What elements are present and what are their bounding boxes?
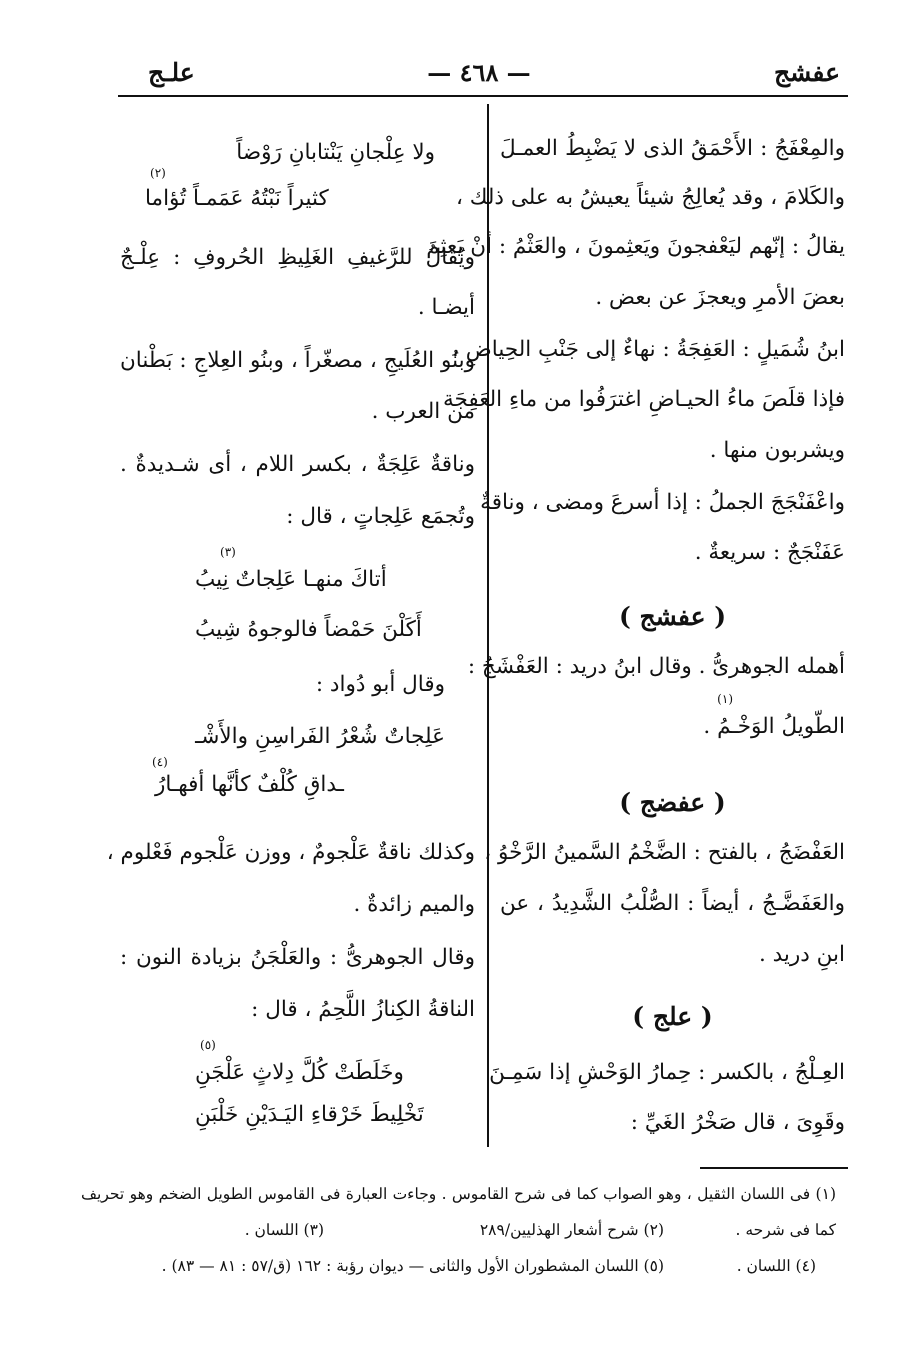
text-line: من العرب . [371, 399, 475, 424]
verse-line: أتاكَ منهـا عَلِجاتٌ نِيبُ [195, 567, 387, 592]
text-line: ويُقالُ للرَّغيفِ الغَلِيظِ الحُروفِ : عِلْـجٌ [120, 245, 475, 270]
page-number: — ٤٦٨ — [427, 58, 531, 87]
text-line: والميم زائدةٌ . [353, 892, 475, 917]
verse-line: كثيراً نَبْتُهُ عَمَمـاً تُؤاما [145, 186, 329, 211]
footnote-marker: (٤) [152, 755, 168, 769]
verse-line: وخَلَطَتْ كُلَّ دِلاثٍ عَلْجَنِ [195, 1060, 404, 1085]
text-line: والمِعْفَجُ : الأَحْمَقُ الذى لا يَضْبِطُ العمـلَ [500, 136, 845, 161]
text-line: الطّويلُ الوَخْـمُ . [703, 714, 845, 739]
footnote-1-cont: كما فى شرحه . [735, 1221, 836, 1239]
text-line: بعضَ الأمرِ ويعجزَ عن بعض . [595, 285, 845, 310]
text-line: الناقةُ الكِنازُ اللَّحِمُ ، قال : [251, 997, 475, 1022]
text-line: وناقةٌ عَلِجَةٌ ، بكسر اللام ، أى شـديدةٌ . [120, 452, 475, 477]
text-line: أهمله الجوهرىُّ . وقال ابنُ دريد : العَفْشَجُ : [467, 654, 845, 679]
text-line: العِـلْجُ ، بالكسر : حِمارُ الوَحْشِ إذا سَمِـنَ [489, 1060, 845, 1085]
footnote-2: (٢) شرح أشعار الهذليين/٢٨٩ [479, 1221, 664, 1239]
verse-line: ولا عِلْجانِ يَنْتابانِ رَوْضاً [236, 140, 435, 165]
text-line: والعَفَضَّـجُ ، أيضاً : الصُّلْبُ الشَّدِيدُ ، عن [500, 891, 845, 916]
verse-line: ـداقِ كُلْفٌ كأنَّها أفهـارُ [155, 772, 344, 797]
text-line: وقال الجوهرىُّ : والعَلْجَنُ بزيادة النون : [120, 945, 475, 970]
verse-line: أَكَلْنَ حَمْضاً فالوجوهُ شِيبُ [195, 617, 422, 642]
footnote-1: (١) فى اللسان الثقيل ، وهو الصواب كما فى شرح القاموس . وجاءت العبارة فى القاموس الطويل الضخم وهو تحريف [81, 1185, 836, 1203]
text-line: وبنُو العُلَيجِ ، مصغّراً ، وبنُو العِلاجِ : بَطْنان [120, 348, 475, 373]
entry-heading: ( علج ) [632, 1002, 713, 1031]
entry-heading: ( عفشج ) [618, 602, 727, 631]
footnote-marker: (٢) [150, 166, 166, 180]
footnote-5: (٥) اللسان المشطوران الأول والثانى — ديوان رؤبة : ١٦٢ (ق/٥٧ : ٨١ — ٨٣) . [161, 1257, 664, 1275]
verse-line: تَخْلِيطَ خَرْقاءِ اليَـدَيْنِ خَلْبَنِ [195, 1102, 424, 1127]
header-right-word: عفشج [773, 58, 840, 87]
page-header [118, 52, 840, 92]
footnote-3: (٣) اللسان . [244, 1221, 324, 1239]
text-line: ابنِ دريد . [758, 942, 845, 967]
text-line: ويشربون منها . [709, 438, 845, 463]
text-line: يقالُ : إنّهم ليَعْفجونَ ويَعثِمونَ ، والعَثْمُ : أنْ يَعثِمَ [426, 234, 845, 259]
header-rule [118, 95, 848, 97]
footnote-marker: (٣) [220, 545, 236, 559]
text-line: ابنُ شُمَيلٍ : العَفِجَةُ : نهاءٌ إلى جَنْبِ الحِياضِ ، [452, 337, 845, 362]
footnote-marker: (١) [717, 692, 733, 706]
text-line: العَفْضَجُ ، بالفتح : الضَّخْمُ السَّمينُ الرَّخْوُ ، [484, 840, 845, 865]
verse-line: عَلِجاتٌ شُعْرُ الفَراسِنِ والأَشْـ [195, 724, 445, 749]
entry-heading: ( عفضج ) [619, 788, 726, 817]
text-line: أيضـا . [417, 295, 475, 320]
text-line: واعْفَنْجَجَ الجملُ : إذا أسرعَ ومضى ، وناقةٌ [480, 490, 845, 515]
text-line: وقال أبو دُواد : [315, 672, 445, 697]
footnote-marker: (٥) [200, 1038, 216, 1052]
header-left-word: علـج [148, 58, 195, 87]
text-line: والكَلامَ ، وقد يُعالِجُ شيئاً يعيشُ به على ذلك ، [455, 185, 845, 210]
footnote-rule [700, 1167, 848, 1169]
footnote-4: (٤) اللسان . [736, 1257, 816, 1275]
text-line: فإذا قلَصَ ماءُ الحيـاضِ اغترَفُوا من ماءِ العَفِجَة [442, 387, 845, 412]
text-line: وتُجمَع عَلِجاتٍ ، قال : [286, 504, 475, 529]
text-line: عَفَنْجَجٌ : سريعةٌ . [694, 540, 845, 565]
text-line: وكذلك ناقةٌ عَلْجومٌ ، ووزن عَلْجوم فَعْلوم ، [106, 840, 475, 865]
text-line: وقَوِىَ ، قال صَخْرُ الغَيِّ : [630, 1110, 845, 1135]
